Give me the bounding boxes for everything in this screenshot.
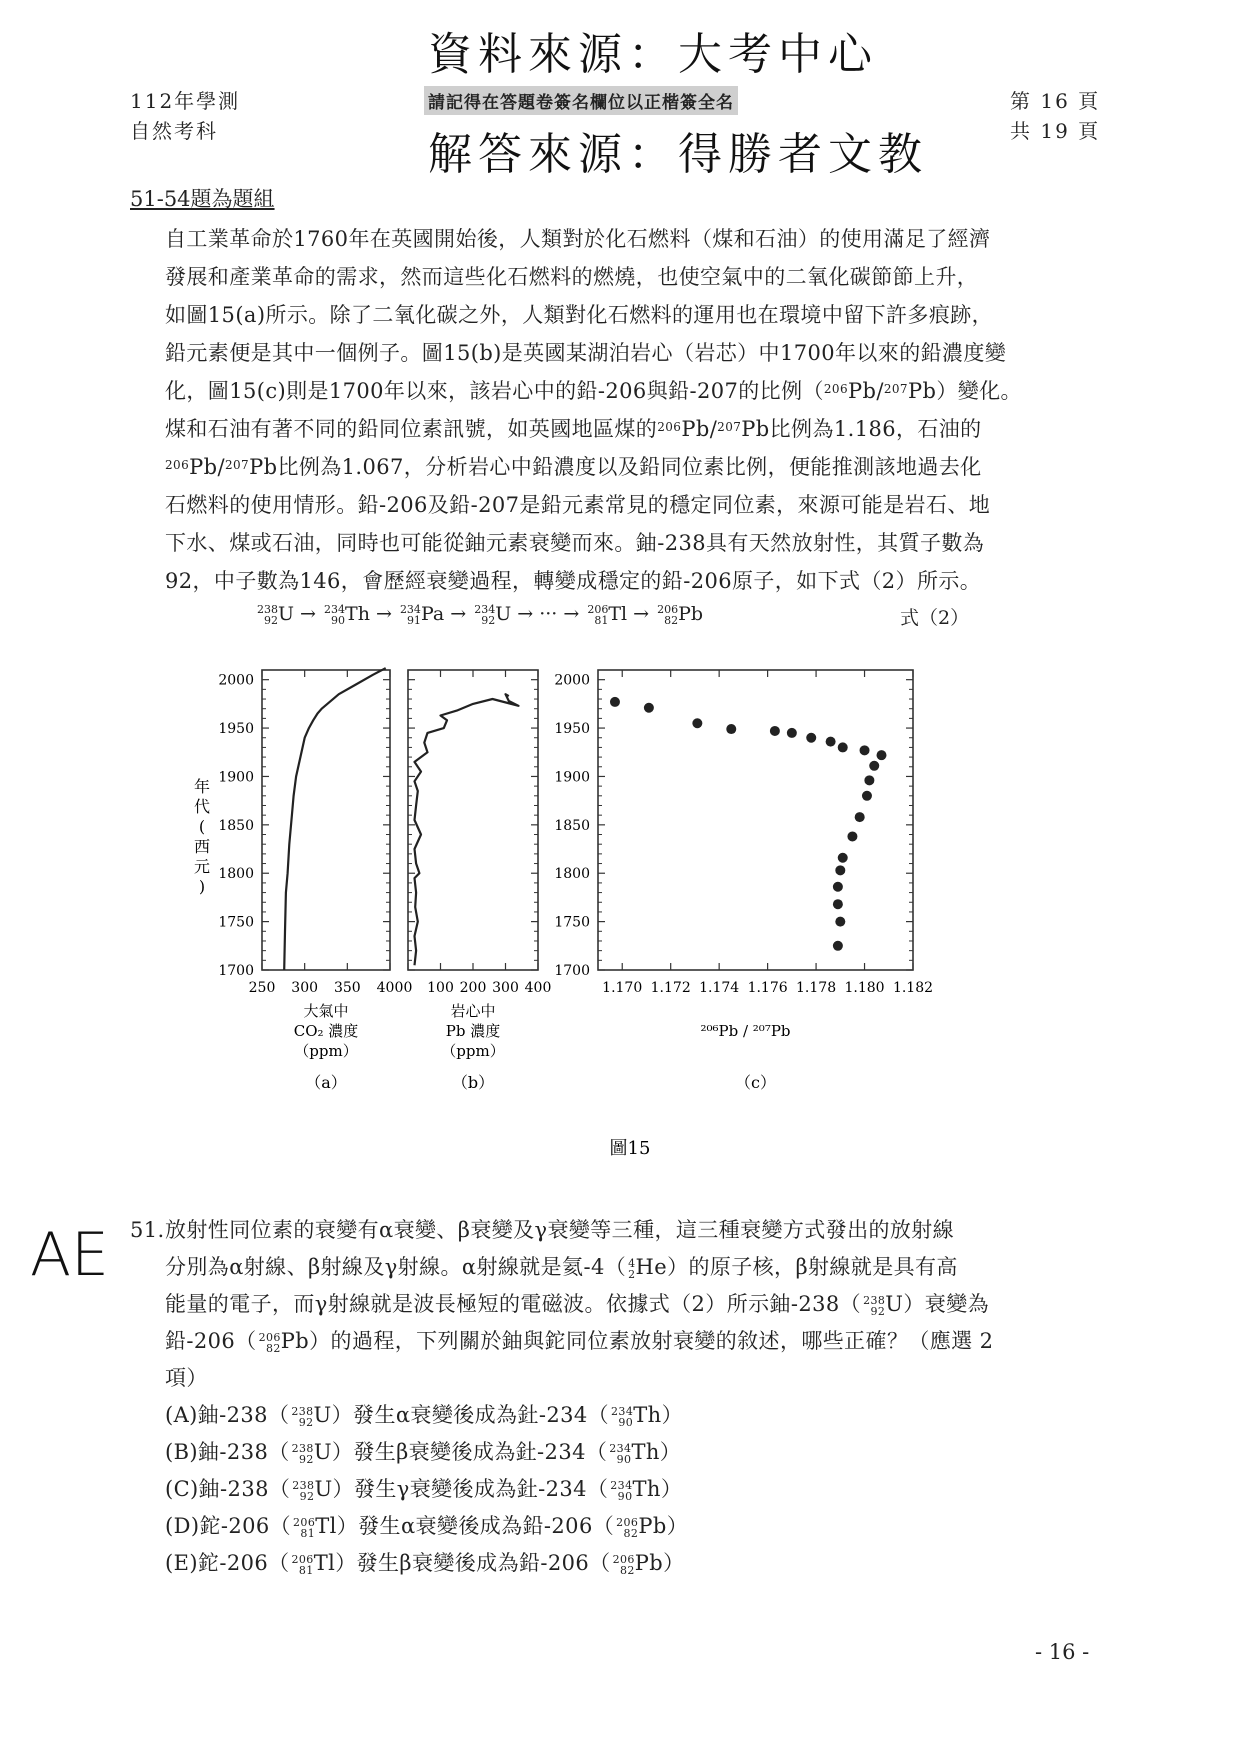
handwritten-answer-source: 解答來源：得勝者文教 xyxy=(428,129,928,180)
element-symbol: Tl xyxy=(608,603,628,625)
mass-number: 206 xyxy=(616,1515,639,1529)
isotope-mass: 206 xyxy=(823,382,848,396)
arrow: → xyxy=(444,603,473,625)
option-text: ） xyxy=(661,1403,683,1427)
y-axis-label-char: 年 xyxy=(193,777,211,796)
nuclide-numbers xyxy=(474,604,495,626)
passage xyxy=(165,220,1100,600)
y-tick-label: 1850 xyxy=(554,817,590,834)
x-tick-label: 1.176 xyxy=(747,980,788,996)
isotope-ratio-point xyxy=(860,745,870,755)
nuclide xyxy=(611,1551,664,1575)
mass-number: 238 xyxy=(257,603,278,616)
y-tick-label: 1800 xyxy=(218,866,254,883)
text-span: ）變化。 xyxy=(936,379,1022,403)
nuclide xyxy=(607,1440,660,1464)
element-symbol: Pb xyxy=(634,1551,664,1575)
nuclide xyxy=(472,603,511,625)
atomic-number: 92 xyxy=(299,1489,315,1503)
isotope-ratio-point xyxy=(833,882,843,892)
element-symbol: Pb xyxy=(280,1329,310,1353)
element-symbol: U xyxy=(278,603,295,625)
y-tick-label: 1750 xyxy=(218,914,254,931)
nuclide-numbers xyxy=(292,1443,314,1465)
equation-label: 式（2） xyxy=(900,607,970,629)
passage-line: 下水、煤或石油，同時也可能從鈾元素衰變而來。鈾-238具有天然放射性，其質子數為 xyxy=(165,531,985,555)
text-span: 比例為1.067，分析岩心中鉛濃度以及鉛同位素比例，便能推測該地過去化 xyxy=(277,455,982,479)
element-symbol: U xyxy=(313,1403,332,1427)
atomic-number: 90 xyxy=(616,1452,632,1466)
element-symbol: Pa xyxy=(420,603,445,625)
option-text: 鈾-238（ xyxy=(198,1440,290,1464)
nuclide xyxy=(614,1514,667,1538)
isotope-ratio-point xyxy=(833,899,843,909)
text-span: ）的原子核，β射線就是具有高 xyxy=(667,1255,958,1279)
nuclide-numbers xyxy=(611,1406,633,1428)
option-label: (C) xyxy=(165,1477,199,1501)
mass-number: 206 xyxy=(612,1552,635,1566)
atomic-number: 92 xyxy=(481,614,496,627)
nuclide-numbers xyxy=(292,1554,314,1576)
nuclide xyxy=(291,1514,337,1538)
nuclide-numbers xyxy=(257,604,278,626)
nuclide-numbers xyxy=(609,1443,631,1465)
ratio-slash: / xyxy=(876,379,884,403)
option-text: ）發生γ衰變後成為釷-234（ xyxy=(332,1477,609,1501)
mass-number: 238 xyxy=(863,1293,886,1307)
atomic-number: 81 xyxy=(594,614,609,627)
arrow: → xyxy=(511,603,540,625)
nuclide xyxy=(255,603,294,625)
y-tick-label: 1900 xyxy=(554,769,590,786)
handwritten-source-note: 資料來源：大考中心 xyxy=(428,29,878,80)
x-tick-label: 250 xyxy=(248,980,276,996)
y-axis-label-char: 西 xyxy=(193,837,211,856)
atomic-number: 82 xyxy=(619,1563,635,1577)
mass-number: 234 xyxy=(611,1404,634,1418)
mass-number: 238 xyxy=(291,1441,314,1455)
passage-line: 發展和產業革命的需求，然而這些化石燃料的燃燒，也使空氣中的二氧化碳節節上升， xyxy=(165,265,979,289)
co2-line xyxy=(284,668,386,970)
nuclide xyxy=(289,1403,331,1427)
exam-year: 112年學測 xyxy=(130,89,241,113)
option-text: ） xyxy=(666,1514,689,1538)
option-text: 鉈-206（ xyxy=(197,1551,290,1575)
option-label: (A) xyxy=(165,1403,198,1427)
page-footer: - 16 - xyxy=(1035,1640,1090,1664)
question-line: 放射性同位素的衰變有α衰變、β衰變及γ衰變等三種，這三種衰變方式發出的放射線 xyxy=(165,1218,955,1242)
atomic-number: 91 xyxy=(406,614,421,627)
isotope-ratio-point xyxy=(847,831,857,841)
panel-tag: （a） xyxy=(305,1073,347,1092)
element-symbol: Pb xyxy=(741,417,770,441)
x-tick-label: 1.178 xyxy=(796,980,837,996)
plot-frame xyxy=(262,670,390,970)
element-symbol: Th xyxy=(633,1403,662,1427)
nuclide xyxy=(609,1403,662,1427)
exam-subject: 自然考科 xyxy=(130,119,218,143)
x-tick-label: 350 xyxy=(333,980,361,996)
atomic-number: 92 xyxy=(299,1452,314,1466)
element-symbol: Pb xyxy=(681,417,710,441)
nuclide-numbers xyxy=(291,1406,313,1428)
isotope-ratio-point xyxy=(806,733,816,743)
arrow: → xyxy=(627,603,656,625)
arrow: → xyxy=(369,603,398,625)
mass-number: 234 xyxy=(399,603,421,616)
nuclide xyxy=(322,603,370,625)
y-tick-label: 2000 xyxy=(554,672,590,689)
atomic-number: 90 xyxy=(618,1415,634,1429)
nuclide xyxy=(626,1255,667,1279)
x-axis-unit: （ppm） xyxy=(441,1042,505,1060)
mass-number: 206 xyxy=(258,1330,281,1344)
signature-reminder-banner: 請記得在答題卷簽名欄位以正楷簽全名 xyxy=(424,86,738,115)
passage-line: 鉛元素便是其中一個例子。圖15(b)是英國某湖泊岩心（岩芯）中1700年以來的鉛濃度變 xyxy=(165,341,1007,365)
option-text: ） xyxy=(660,1477,683,1501)
isotope-mass: 206 xyxy=(165,458,190,472)
isotope-ratio-point xyxy=(838,742,848,752)
atomic-number: 90 xyxy=(617,1489,633,1503)
mass-number: 4 xyxy=(628,1256,636,1270)
nuclide xyxy=(608,1477,661,1501)
question-line xyxy=(165,1249,1105,1286)
x-tick-label: 400 xyxy=(376,980,404,996)
passage-line: 石燃料的使用情形。鉛-206及鉛-207是鉛元素常見的穩定同位素，來源可能是岩石、地 xyxy=(165,493,991,517)
element-symbol: Pb xyxy=(638,1514,667,1538)
option-c[interactable] xyxy=(165,1471,1105,1508)
nuclide-numbers xyxy=(657,604,678,626)
y-axis-label-char: 元 xyxy=(193,857,211,876)
passage-line xyxy=(165,372,1100,410)
nuclide-numbers xyxy=(610,1480,632,1502)
isotope-ratio-point xyxy=(644,703,654,713)
x-tick-label: 300 xyxy=(291,980,319,996)
passage-line: 自工業革命於1760年在英國開始後，人類對於化石燃料（煤和石油）的使用滿足了經濟 xyxy=(165,227,991,251)
element-symbol: Tl xyxy=(315,1514,337,1538)
mass-number: 206 xyxy=(293,1515,316,1529)
isotope-ratio-point xyxy=(835,865,845,875)
element-symbol: U xyxy=(495,603,512,625)
element-symbol: U xyxy=(314,1477,333,1501)
ratio-slash: / xyxy=(217,455,225,479)
section-title: 51-54題為題組 xyxy=(130,187,275,211)
y-tick-label: 1850 xyxy=(218,817,254,834)
y-tick-label: 1950 xyxy=(554,721,590,738)
option-text: 鉈-206（ xyxy=(199,1514,292,1538)
nuclide-numbers xyxy=(628,1258,635,1280)
isotope-ratio-point xyxy=(862,791,872,801)
x-axis-label: Pb 濃度 xyxy=(445,1022,501,1040)
text-span: 鉛-206（ xyxy=(165,1329,257,1353)
passage-line xyxy=(165,410,1100,448)
plot-frame xyxy=(408,670,538,970)
atomic-number: 81 xyxy=(298,1563,314,1577)
element-symbol: Pb xyxy=(189,455,218,479)
element-symbol: Pb xyxy=(249,455,278,479)
nuclide xyxy=(398,603,444,625)
atomic-number: 92 xyxy=(298,1415,314,1429)
nuclide-numbers xyxy=(863,1295,885,1317)
y-tick-label: 1700 xyxy=(554,963,590,979)
isotope-ratio-point xyxy=(770,726,780,736)
option-d[interactable] xyxy=(165,1508,1105,1545)
question-line xyxy=(165,1323,1105,1360)
plot-frame xyxy=(598,670,913,970)
option-b[interactable] xyxy=(165,1434,1105,1471)
mass-number: 206 xyxy=(587,603,609,616)
option-label: (E) xyxy=(165,1551,198,1575)
option-text: 鈾-238（ xyxy=(198,1477,291,1501)
x-tick-label: 400 xyxy=(524,980,552,996)
isotope-ratio-point xyxy=(835,917,845,927)
isotope-ratio-point xyxy=(826,737,836,747)
atomic-number: 82 xyxy=(623,1526,639,1540)
nuclide-numbers xyxy=(400,604,421,626)
text-span: 分別為α射線、β射線及γ射線。α射線就是氦-4（ xyxy=(165,1255,627,1279)
helium-nuclide xyxy=(626,1255,667,1279)
isotope-ratio-point xyxy=(610,697,620,707)
element-symbol: U xyxy=(885,1292,904,1316)
isotope-ratio-point xyxy=(855,812,865,822)
nuclide-numbers xyxy=(616,1517,638,1539)
question-number: 51. xyxy=(130,1218,165,1242)
option-label: (D) xyxy=(165,1514,200,1538)
option-text: ）發生β衰變後成為鉛-206（ xyxy=(335,1551,611,1575)
option-label: (B) xyxy=(165,1440,199,1464)
text-span: ）的過程，下列關於鈾與鉈同位素放射衰變的敘述，哪些正確？（應選 2 xyxy=(309,1329,994,1353)
option-text: ） xyxy=(659,1440,682,1464)
y-axis-label-char: ( xyxy=(198,817,206,836)
isotope-ratio-point xyxy=(726,724,736,734)
option-text: ）發生β衰變後成為釷-234（ xyxy=(331,1440,608,1464)
figure-caption: 圖15 xyxy=(609,1138,651,1159)
nuclide-numbers xyxy=(292,1480,314,1502)
element-symbol: Pb xyxy=(678,603,704,625)
x-axis-label: 岩心中 xyxy=(450,1002,496,1020)
atomic-number: 81 xyxy=(300,1526,316,1540)
mass-number: 234 xyxy=(324,603,346,616)
element-symbol: Th xyxy=(632,1477,661,1501)
option-a[interactable] xyxy=(165,1397,1105,1434)
text-span: 煤和石油有著不同的鉛同位素訊號，如英國地區煤的 xyxy=(165,417,658,441)
passage-line: 92，中子數為146，會歷經衰變過程，轉變成穩定的鉛-206原子，如下式（2）所示。 xyxy=(165,569,982,593)
nuclide-numbers xyxy=(613,1554,635,1576)
element-symbol: Tl xyxy=(313,1551,336,1575)
element-symbol: Th xyxy=(345,603,370,625)
y-tick-label: 1800 xyxy=(554,866,590,883)
nuclide-numbers xyxy=(324,604,345,626)
question-line xyxy=(165,1286,1105,1323)
x-tick-label: 1.172 xyxy=(650,980,691,996)
atomic-number: 2 xyxy=(628,1267,636,1281)
x-tick-label: 1.174 xyxy=(699,980,740,996)
passage-line: 如圖15(a)所示。除了二氧化碳之外，人類對化石燃料的運用也在環境中留下許多痕跡， xyxy=(165,303,994,327)
nuclide xyxy=(585,603,627,625)
nuclide xyxy=(861,1292,903,1316)
nuclide xyxy=(290,1551,336,1575)
lead-nuclide xyxy=(257,1329,310,1353)
y-axis-label-char: ) xyxy=(198,877,206,896)
nuclide xyxy=(290,1440,332,1464)
option-text: 鈾-238（ xyxy=(197,1403,290,1427)
ellipsis: ··· → xyxy=(539,603,586,625)
isotope-ratio-point xyxy=(877,750,887,760)
decay-equation xyxy=(255,603,703,626)
y-tick-label: 1700 xyxy=(218,963,254,979)
x-axis-label: ²⁰⁶Pb / ²⁰⁷Pb xyxy=(700,1022,791,1040)
x-tick-label: 100 xyxy=(427,980,454,996)
mass-number: 234 xyxy=(609,1441,632,1455)
page-number: 第 16 頁 xyxy=(1010,89,1101,113)
handwritten-answer-mark: AE xyxy=(30,1220,109,1290)
nuclide xyxy=(257,1329,310,1353)
text-span: 能量的電子，而γ射線就是波長極短的電磁波。依據式（2）所示鈾-238（ xyxy=(165,1292,862,1316)
y-tick-label: 1900 xyxy=(218,769,254,786)
isotope-ratio-point xyxy=(838,853,848,863)
mass-number: 234 xyxy=(610,1478,633,1492)
y-axis-label-char: 代 xyxy=(193,797,211,816)
figure-15 xyxy=(180,660,1080,1170)
isotope-ratio-point xyxy=(692,718,702,728)
x-tick-label: 1.182 xyxy=(892,980,934,996)
isotope-ratio-point xyxy=(869,761,879,771)
page-total: 共 19 頁 xyxy=(1010,119,1101,143)
atomic-number: 90 xyxy=(331,614,346,627)
isotope-mass: 207 xyxy=(883,382,908,396)
atomic-number: 82 xyxy=(664,614,679,627)
atomic-number: 82 xyxy=(265,1341,281,1355)
mass-number: 234 xyxy=(474,603,496,616)
isotope-mass: 207 xyxy=(224,458,250,472)
mass-number: 206 xyxy=(657,603,679,616)
nuclide-numbers xyxy=(259,1332,281,1354)
passage-line xyxy=(165,448,1100,486)
option-text: ）發生α衰變後成為鉛-206（ xyxy=(336,1514,615,1538)
y-tick-label: 1750 xyxy=(554,914,590,931)
text-span: 比例為1.186，石油的 xyxy=(769,417,982,441)
element-symbol: Th xyxy=(631,1440,660,1464)
nuclide xyxy=(290,1477,332,1501)
text-span: 化，圖15(c)則是1700年以來，該岩心中的鉛-206與鉛-207的比例（ xyxy=(165,379,824,403)
element-symbol: Pb xyxy=(907,379,937,403)
mass-number: 206 xyxy=(291,1552,314,1566)
element-symbol: U xyxy=(313,1440,332,1464)
isotope-ratio-point xyxy=(833,941,843,951)
option-e[interactable] xyxy=(165,1545,1105,1582)
isotope-mass: 207 xyxy=(717,420,742,434)
arrow: → xyxy=(294,603,323,625)
page-indicator xyxy=(1010,86,1100,146)
x-tick-label: 0 xyxy=(403,980,413,996)
element-symbol: Pb xyxy=(847,379,877,403)
atomic-number: 92 xyxy=(870,1304,886,1318)
nuclide xyxy=(655,603,703,625)
y-tick-label: 2000 xyxy=(218,672,254,689)
isotope-mass: 206 xyxy=(657,420,682,434)
y-tick-label: 1950 xyxy=(218,721,254,738)
atomic-number: 92 xyxy=(264,614,278,627)
pb-concentration-line xyxy=(415,694,519,965)
ratio-slash: / xyxy=(709,417,718,441)
x-axis-label: CO₂ 濃度 xyxy=(293,1022,359,1040)
panel-tag: （c） xyxy=(735,1073,776,1092)
mass-number: 238 xyxy=(292,1478,315,1492)
nuclide-numbers xyxy=(293,1517,315,1539)
x-tick-label: 1.180 xyxy=(844,980,885,996)
panel-tag: （b） xyxy=(451,1073,495,1092)
option-text: ）發生α衰變後成為釷-234（ xyxy=(331,1403,610,1427)
x-axis-unit: （ppm） xyxy=(294,1042,358,1060)
uranium-nuclide xyxy=(861,1292,903,1316)
x-tick-label: 1.170 xyxy=(602,980,643,996)
x-tick-label: 200 xyxy=(459,980,487,996)
text-span: ）衰變為 xyxy=(903,1292,990,1316)
x-axis-label: 大氣中 xyxy=(303,1002,349,1020)
isotope-ratio-point xyxy=(787,728,797,738)
x-tick-label: 300 xyxy=(492,980,519,996)
mass-number: 238 xyxy=(291,1404,314,1418)
question-line: 項） xyxy=(165,1366,208,1390)
answer-options xyxy=(165,1397,1105,1582)
question-51 xyxy=(165,1212,1105,1582)
isotope-ratio-point xyxy=(864,775,874,785)
element-symbol: He xyxy=(635,1255,668,1279)
exam-title xyxy=(130,86,240,146)
nuclide-numbers xyxy=(587,604,608,626)
option-text: ） xyxy=(663,1551,685,1575)
